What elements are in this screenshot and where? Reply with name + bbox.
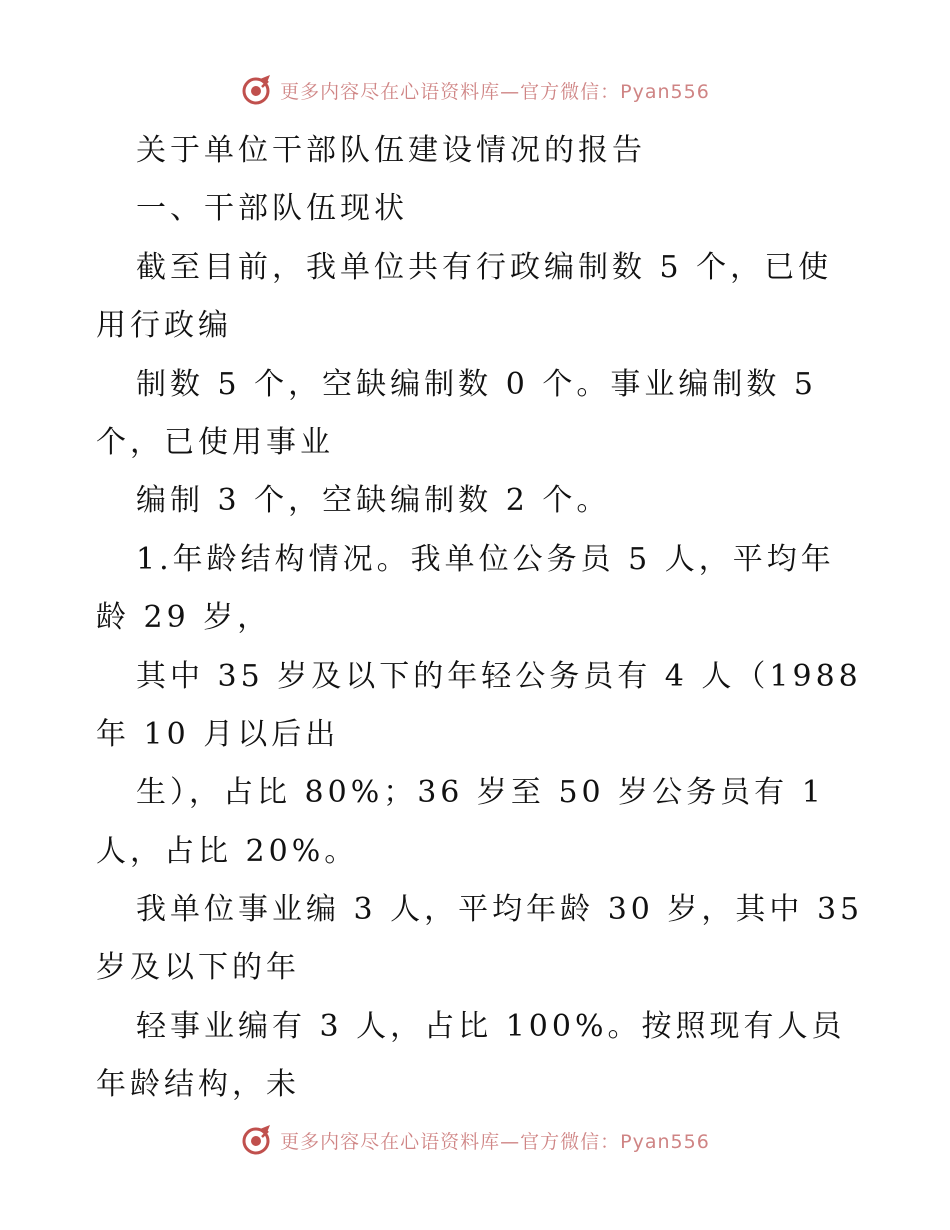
paragraph-line: 其中 35 岁及以下的年轻公务员有 4 人（1988 (136, 658, 862, 694)
paragraph-line: 用行政编 (96, 308, 232, 344)
watermark-text: 更多内容尽在心语资料库—官方微信：Pyan556 (280, 80, 710, 103)
paragraph-line: 人，占比 20%。 (96, 833, 359, 869)
paragraph-line: 我单位事业编 3 人，平均年龄 30 岁，其中 35 (136, 892, 864, 928)
watermark-header (0, 70, 950, 110)
paragraph-line: 编制 3 个，空缺编制数 2 个。 (136, 483, 611, 519)
seal-logo-icon (240, 73, 274, 107)
document-body (96, 122, 864, 1115)
watermark-text: 更多内容尽在心语资料库—官方微信：Pyan556 (280, 1130, 710, 1153)
paragraph-line: 个，已使用事业 (96, 424, 334, 460)
paragraph-line: 1.年龄结构情况。我单位公务员 5 人，平均年 (136, 541, 835, 577)
paragraph-line: 岁及以下的年 (96, 950, 300, 986)
paragraph-line: 轻事业编有 3 人，占比 100%。按照现有人员 (136, 1008, 846, 1044)
paragraph-line: 年龄结构，未 (96, 1067, 300, 1103)
paragraph-line: 龄 29 岁， (96, 600, 272, 636)
paragraph-line: 截至目前，我单位共有行政编制数 5 个，已使 (136, 249, 833, 285)
paragraph-line: 年 10 月以后出 (96, 716, 340, 752)
paragraph-line: 生），占比 80%；36 岁至 50 岁公务员有 1 (136, 775, 825, 811)
watermark-footer (0, 1120, 950, 1160)
document-title: 关于单位干部队伍建设情况的报告 (136, 133, 646, 168)
seal-logo-icon (240, 1123, 274, 1157)
section-heading: 一、干部队伍现状 (136, 191, 408, 227)
paragraph-line: 制数 5 个，空缺编制数 0 个。事业编制数 5 (136, 366, 817, 402)
